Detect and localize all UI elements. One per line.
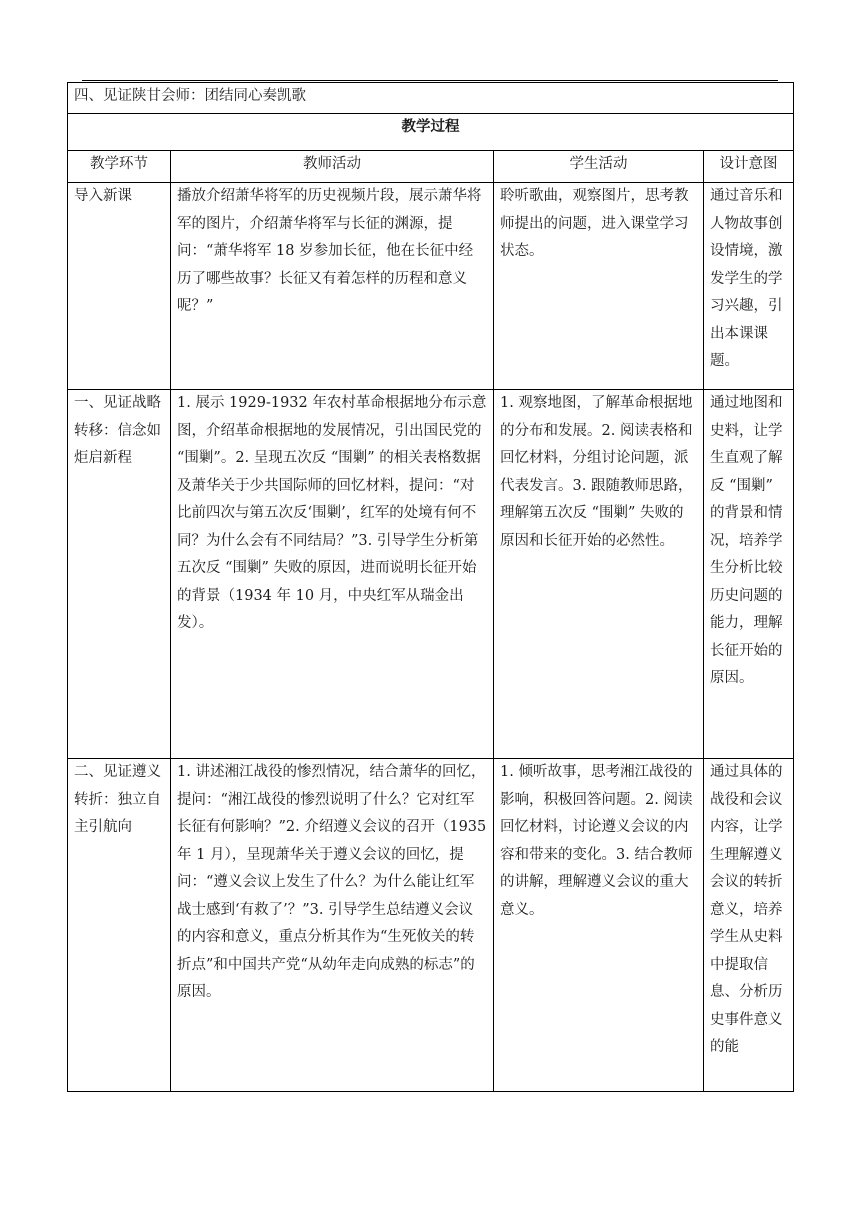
table-row: [68, 759, 794, 1092]
column-header-teacher: 教师活动: [171, 151, 494, 183]
top-rule: [82, 80, 778, 81]
table-row: [68, 390, 794, 759]
design-intent-cell: 通过具体的战役和会议内容，让学生理解遵义会议的转折意义，培养学生从史料中提取信息、分析历史事件意义的能: [704, 759, 794, 1092]
student-activity-cell: 1. 观察地图，了解革命根据地的分布和发展。2. 阅读表格和回忆材料，分组讨论问题，派代表发言。3. 跟随教师思路，理解第五次反 “围剿” 失败的原因和长征开始的必然性。: [494, 390, 704, 759]
column-header-intent: 设计意图: [704, 151, 794, 183]
teaching-process-table: [67, 82, 794, 1092]
stage-cell: 一、见证战略转移：信念如炬启新程: [68, 390, 171, 759]
student-activity-cell: 聆听歌曲，观察图片，思考教师提出的问题，进入课堂学习状态。: [494, 183, 704, 390]
stage-cell: 二、见证遵义转折：独立自主引航向: [68, 759, 171, 1092]
student-activity-cell: 1. 倾听故事，思考湘江战役的影响，积极回答问题。2. 阅读回忆材料，讨论遵义会议的内容和带来的变化。3. 结合教师的讲解，理解遵义会议的重大意义。: [494, 759, 704, 1092]
section-heading: 四、见证陕甘会师：团结同心奏凯歌: [68, 83, 794, 114]
design-intent-cell: 通过地图和史料，让学生直观了解反 “围剿” 的背景和情况，培养学生分析比较历史问题的能力，理解长征开始的原因。: [704, 390, 794, 759]
column-header-student: 学生活动: [494, 151, 704, 183]
teacher-activity-cell: 播放介绍萧华将军的历史视频片段，展示萧华将军的图片，介绍萧华将军与长征的渊源，提问：“萧华将军 18 岁参加长征，他在长征中经历了哪些故事？长征又有着怎样的历程和意义呢？”: [171, 183, 494, 390]
header-row: [68, 151, 794, 183]
section-heading-row: [68, 83, 794, 114]
column-header-stage: 教学环节: [68, 151, 171, 183]
design-intent-cell: 通过音乐和人物故事创设情境，激发学生的学习兴趣，引出本课课题。: [704, 183, 794, 390]
teacher-activity-cell: 1. 讲述湘江战役的惨烈情况，结合萧华的回忆，提问：“湘江战役的惨烈说明了什么？它对红军长征有何影响？”2. 介绍遵义会议的召开（1935 年 1 月），呈现萧华关于遵义会议的回忆，提问：“遵义会议上发生了什么？为什么能让红军战士感到‘有救了’？”3. 引导学生总结遵义会议的内容和意义，重点分析其作为“生死攸关的转折点”和中国共产党“从幼年走向成熟的标志”的原因。: [171, 759, 494, 1092]
table-title: 教学过程: [68, 114, 794, 151]
table-title-row: [68, 114, 794, 151]
teacher-activity-cell: 1. 展示 1929-1932 年农村革命根据地分布示意图，介绍革命根据地的发展情况，引出国民党的 “围剿”。2. 呈现五次反 “围剿” 的相关表格数据及萧华关于少共国际师的回忆材料，提问：“对比前四次与第五次反‘围剿’，红军的处境有何不同？为什么会有不同结局？”3. 引导学生分析第五次反 “围剿” 失败的原因，进而说明长征开始的背景（1934 年 10 月，中央红军从瑞金出发）。: [171, 390, 494, 759]
table-row: [68, 183, 794, 390]
stage-cell: 导入新课: [68, 183, 171, 390]
